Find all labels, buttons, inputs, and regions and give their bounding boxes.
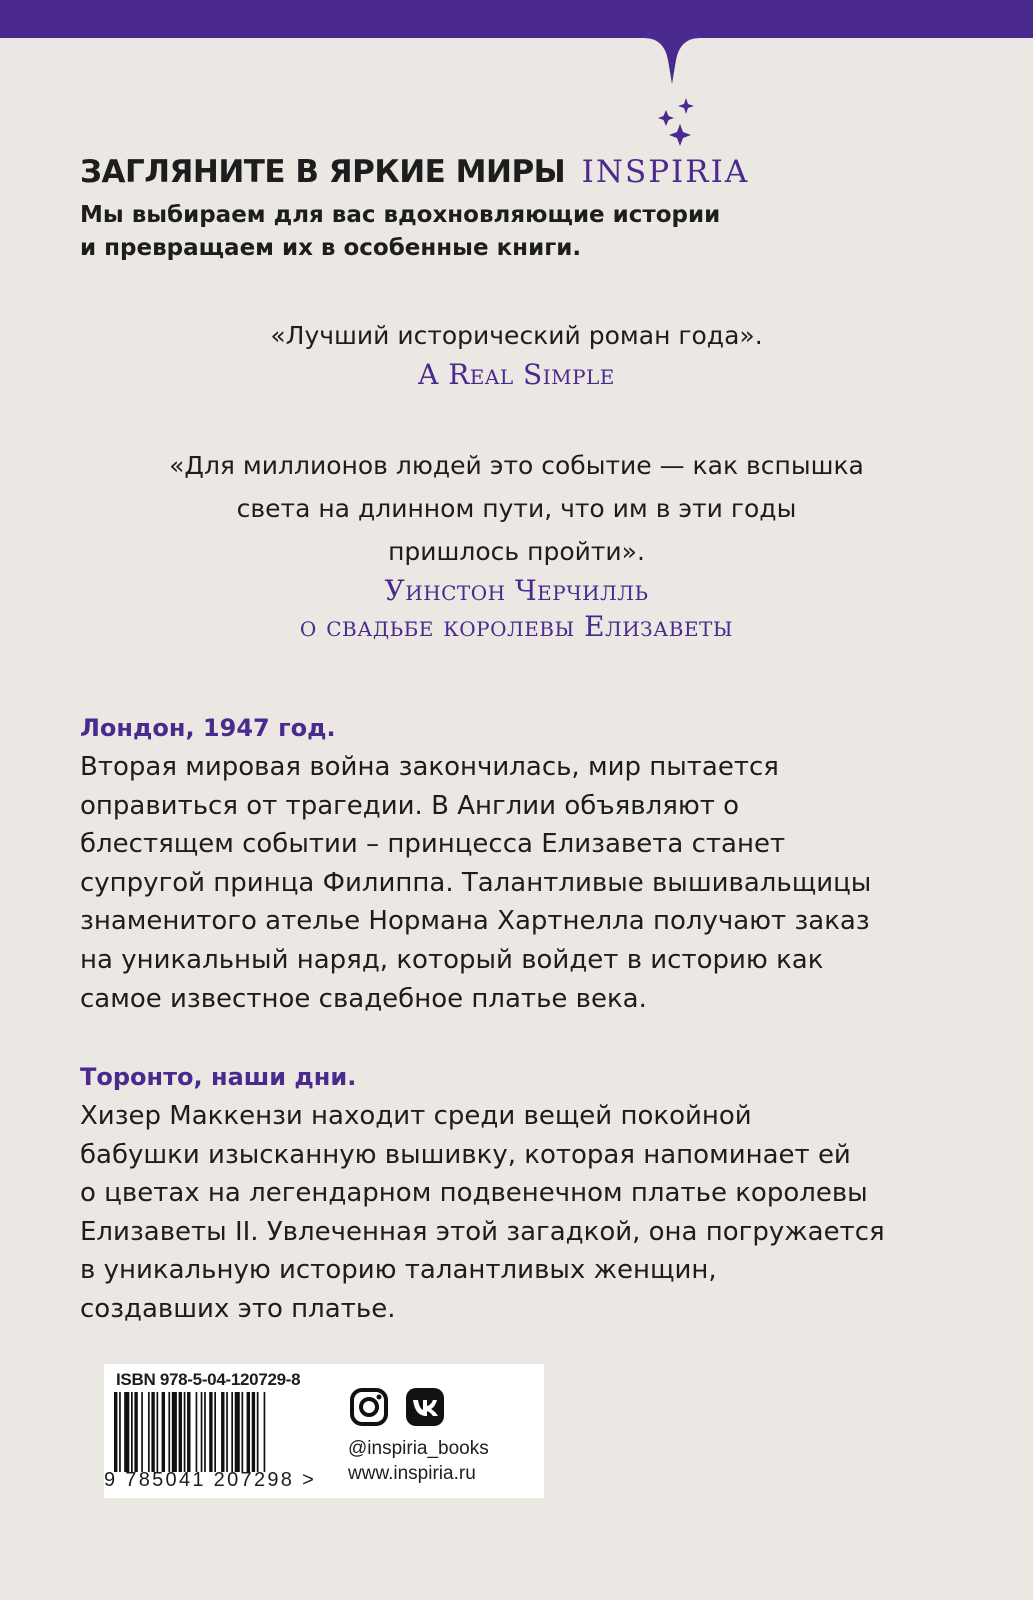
top-tab-shape: [0, 0, 1033, 90]
website-link[interactable]: www.inspiria.ru: [348, 1463, 476, 1484]
barcode-digits: 9 785041 207298 >: [104, 1469, 317, 1491]
sparkle-stars-icon: [656, 96, 698, 152]
quote-text: «Лучший исторический роман года».: [270, 321, 763, 350]
quote-source-line: Уинстон Черчилль: [384, 574, 649, 607]
quote-source-line: о свадьбе королевы Елизаветы: [299, 610, 734, 643]
barcode-graphic: [114, 1392, 324, 1472]
barcode-panel: [104, 1364, 544, 1498]
headline-text: ЗАГЛЯНИТЕ В ЯРКИЕ МИРЫ: [80, 154, 566, 190]
headline: [80, 148, 749, 196]
quote-source: A Real Simple: [418, 358, 615, 391]
quote-block-1: [0, 314, 1033, 393]
instagram-icon[interactable]: [348, 1386, 390, 1428]
isbn-label: ISBN 978-5-04-120729-8: [116, 1370, 301, 1389]
intro-text: Мы выбираем для вас вдохновляющие истории и превращаем их в особенные книги.: [80, 202, 721, 261]
vk-icon[interactable]: [404, 1386, 446, 1428]
quote-text-line: «Для миллионов людей это событие — как вспышка: [169, 451, 864, 480]
section-title: Торонто, наши дни.: [80, 1063, 357, 1091]
quote-text-line: света на длинном пути, что им в эти годы: [236, 494, 797, 523]
section-title: Лондон, 1947 год.: [80, 714, 336, 742]
section-london: [80, 708, 980, 1018]
social-block: [348, 1386, 538, 1486]
section-body: Вторая мировая война закончилась, мир пытается оправиться от трагедии. В Англии объявляют о блестящем событии – принцесса Елизавета станет супругой принца Филиппа. Талантливые вышивальщицы знаменитого ателье Нормана Хартнелла получают заказ на уникальный наряд, который войдет в историю как самое известное свадебное платье века.: [80, 752, 872, 1014]
social-handle[interactable]: @inspiria_books: [348, 1438, 489, 1459]
brand-name: INSPIRIA: [581, 154, 750, 190]
section-body: Хизер Маккензи находит среди вещей покойной бабушки изысканную вышивку, которая напоминает ей о цветах на легендарном подвенечном платье королевы Елизаветы II. Увлеченная этой загадкой, она погружается в уникальную историю талантливых женщин, создавших это платье.: [80, 1101, 885, 1324]
quote-text-line: пришлось пройти».: [388, 537, 645, 566]
section-toronto: [80, 1057, 980, 1329]
quote-block-2: [0, 444, 1033, 645]
